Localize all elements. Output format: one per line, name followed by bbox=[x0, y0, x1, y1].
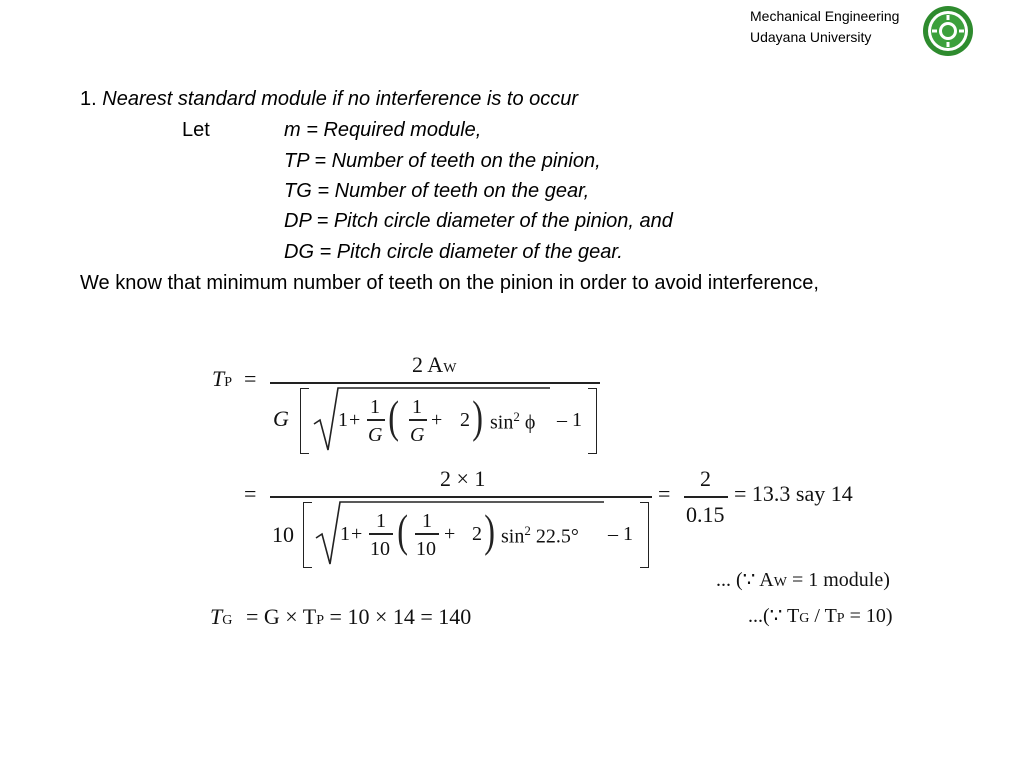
eq2-inner2-bar bbox=[415, 533, 439, 535]
university-name: Udayana University bbox=[750, 29, 872, 45]
eq1-one: 1 bbox=[338, 409, 348, 431]
eq2-sin: $\sin^2 22.5^\circ$ bbox=[501, 523, 579, 548]
definition-m: m = Required module, bbox=[284, 119, 482, 141]
item-number: 1. bbox=[80, 88, 97, 110]
eq1-numerator: 2 AW bbox=[412, 352, 457, 377]
eq2-equals2: = bbox=[658, 481, 671, 506]
eq1-G: G bbox=[273, 406, 289, 431]
eq2-plus: + bbox=[351, 523, 363, 545]
note-ratio: ...(∵ TG / TP = 10) bbox=[748, 605, 893, 627]
eq1-sin: $\sin^2 \phi$ bbox=[490, 409, 536, 434]
eq3-rhs: = G × TP = 10 × 14 = 140 bbox=[246, 604, 472, 629]
eq2-minus-one: – 1 bbox=[608, 523, 633, 545]
eq1-minus-one: – 1 bbox=[557, 409, 582, 431]
item-title: Nearest standard module if no interference is to occur bbox=[102, 88, 579, 110]
eq2-bracket-left bbox=[303, 502, 312, 568]
eq2-inner2-num: 1 bbox=[422, 510, 432, 532]
eq1-two: 2 bbox=[460, 409, 470, 431]
eq2-small-bar bbox=[684, 496, 728, 498]
eq2-numerator: 2 × 1 bbox=[440, 466, 486, 491]
institution-header bbox=[750, 6, 899, 48]
eq2-frac-den: 0.15 bbox=[686, 502, 725, 527]
eq1-bracket-right bbox=[588, 388, 597, 454]
eq1-paren-right: ) bbox=[472, 391, 484, 442]
eq1-equals: = bbox=[244, 366, 257, 391]
eq2-inner-num: 1 bbox=[376, 510, 386, 532]
eq1-plus2: + bbox=[431, 409, 443, 431]
definition-dp: DP = Pitch circle diameter of the pinion, and bbox=[284, 210, 673, 232]
eq2-inner-bar bbox=[369, 533, 393, 535]
eq1-plus: + bbox=[349, 409, 361, 431]
eq1-inner-den: G bbox=[368, 424, 383, 446]
eq2-ten: 10 bbox=[272, 522, 294, 547]
note-aw: ... (∵ AW = 1 module) bbox=[716, 569, 890, 591]
eq1-inner-bar bbox=[367, 419, 385, 421]
eq1-bracket-left bbox=[300, 388, 309, 454]
eq1-inner2-bar bbox=[409, 419, 427, 421]
university-seal-icon bbox=[922, 5, 974, 57]
definition-tg: TG = Number of teeth on the gear, bbox=[284, 180, 590, 202]
item-heading bbox=[80, 86, 578, 112]
eq2-plus2: + bbox=[444, 523, 456, 545]
eq1-inner-num: 1 bbox=[370, 396, 380, 418]
eq2-equals: = bbox=[244, 481, 257, 506]
eq2-inner2-den: 10 bbox=[416, 538, 436, 560]
department-name: Mechanical Engineering bbox=[750, 8, 900, 24]
eq2-paren-right: ) bbox=[484, 505, 496, 556]
definition-tp: TP = Number of teeth on the pinion, bbox=[284, 150, 601, 172]
eq1-inner2-num: 1 bbox=[412, 396, 422, 418]
eq2-one: 1 bbox=[340, 523, 350, 545]
eq2-frac-num: 2 bbox=[700, 466, 711, 491]
eq1-inner2-den: G bbox=[410, 424, 425, 446]
let-label: Let bbox=[182, 119, 210, 141]
eq2-bracket-right bbox=[640, 502, 649, 568]
eq1-lhs: TP bbox=[212, 366, 233, 391]
eq2-paren-left: ( bbox=[397, 505, 409, 556]
eq2-two: 2 bbox=[472, 523, 482, 545]
statement-text: We know that minimum number of teeth on the pinion in order to avoid interference, bbox=[80, 272, 819, 294]
eq3-lhs: TG bbox=[210, 604, 233, 629]
eq1-paren-left: ( bbox=[388, 391, 400, 442]
eq2-result: = 13.3 say 14 bbox=[734, 481, 853, 506]
eq2-inner-den: 10 bbox=[370, 538, 390, 560]
definition-dg: DG = Pitch circle diameter of the gear. bbox=[284, 241, 623, 263]
